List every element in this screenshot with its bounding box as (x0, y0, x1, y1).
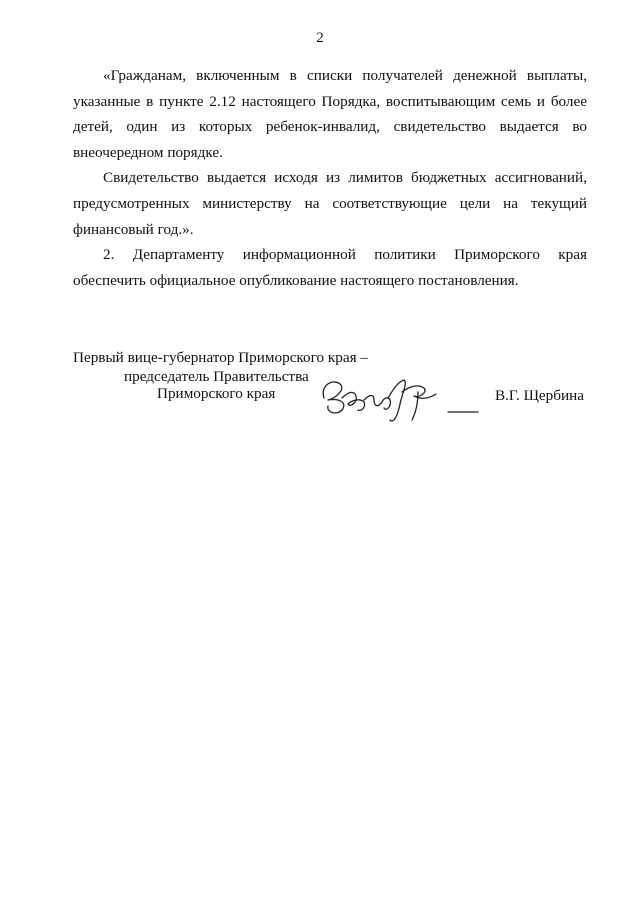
paragraph-2: Свидетельство выдается исходя из лимитов бюджетных ассигнований, предусмотренных министерству на соответствующие цели на текущий финансовый год.». (73, 169, 587, 238)
signatory-name: В.Г. Щербина (495, 387, 584, 404)
page-number: 2 (316, 30, 324, 46)
signatory-position-line-2: председатель Правительства (124, 368, 309, 385)
paragraph-1: «Гражданам, включенным в списки получателей денежной выплаты, указанные в пункте 2.12 настоящего Порядка, воспитывающим семь и более детей, один из которых ребенок-инвалид, свидетельство выдается во внеочередном порядке. (73, 67, 587, 161)
signatory-position-line-3: Приморского края (157, 385, 276, 402)
signatory-position-line-1: Первый вице-губернатор Приморского края – (73, 349, 368, 366)
document-body (73, 63, 587, 293)
handwritten-signature (318, 368, 488, 426)
paragraph-3: 2. Департаменту информационной политики Приморского края обеспечить официальное опубликование настоящего постановления. (73, 246, 587, 289)
